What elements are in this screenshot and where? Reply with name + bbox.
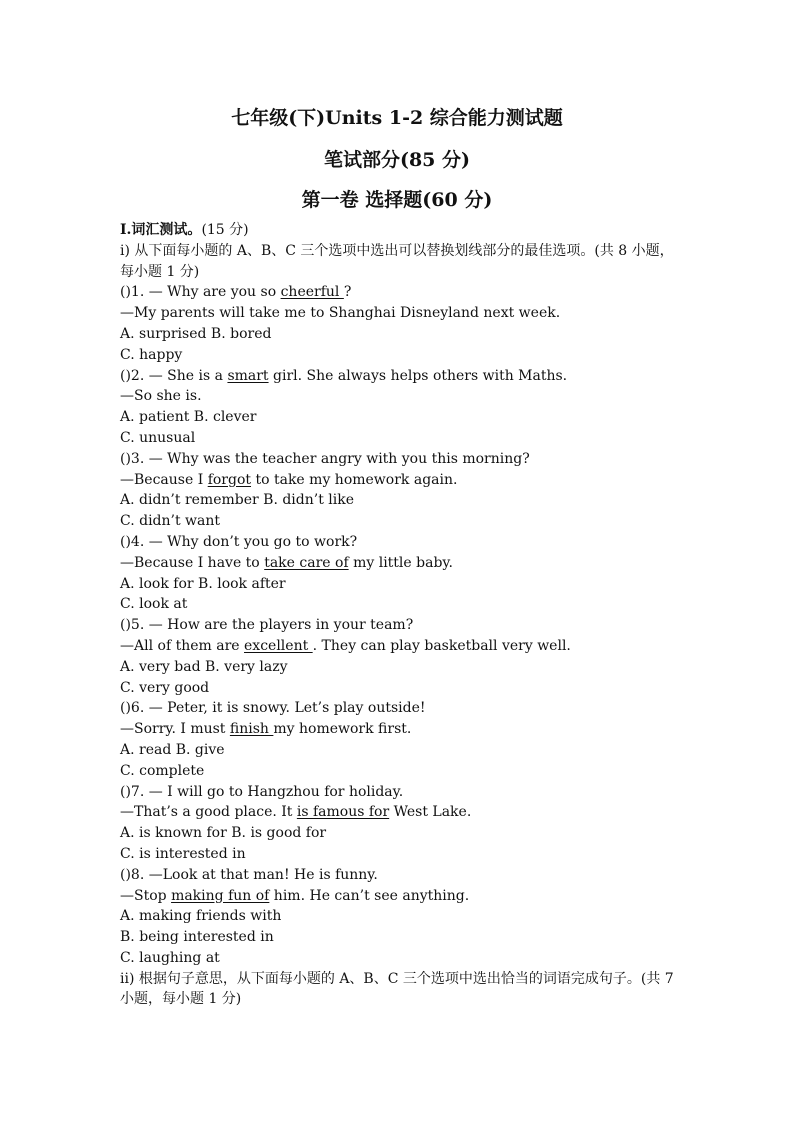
question-text: ()6. — Peter, it is snowy. Let’s play outside! bbox=[120, 700, 426, 717]
options-6-ab: A. read B. give bbox=[120, 741, 225, 758]
answer-7 bbox=[120, 802, 680, 823]
answer-4 bbox=[120, 553, 680, 574]
question-text: ()7. — I will go to Hangzhou for holiday. bbox=[120, 783, 404, 800]
answer-2 bbox=[120, 386, 680, 407]
underlined-word: is famous for bbox=[296, 804, 390, 821]
options-4-c: C. look at bbox=[120, 596, 188, 613]
question-text: girl. She always helps others with Maths. bbox=[268, 367, 568, 384]
question-text: ()1. — Why are you so bbox=[120, 284, 281, 301]
underlined-word: cheerful bbox=[280, 284, 344, 301]
underlined-word: smart bbox=[227, 367, 269, 384]
question-8 bbox=[120, 865, 680, 886]
underlined-word: take care of bbox=[264, 554, 349, 571]
answer-text: —All of them are bbox=[120, 637, 245, 654]
question-6 bbox=[120, 698, 680, 719]
question-text: ()8. —Look at that man! He is funny. bbox=[120, 866, 378, 883]
part-i-instruction: i) 从下面每小题的 A、B、C 三个选项中选出可以替换划线部分的最佳选项。(共 8 小题，每小题 1 分) bbox=[120, 242, 674, 280]
answer-text: —Because I have to bbox=[120, 554, 265, 571]
answer-5 bbox=[120, 636, 680, 657]
question-text: ()2. — She is a bbox=[120, 367, 228, 384]
question-text: ? bbox=[343, 284, 352, 301]
question-2 bbox=[120, 366, 680, 387]
part-ii-instruction: ii) 根据句子意思，从下面每小题的 A、B、C 三个选项中选出恰当的词语完成句子。(共 7 小题，每小题 1 分) bbox=[120, 970, 674, 1008]
answer-text: —That’s a good place. It bbox=[120, 804, 297, 821]
options-5-ab: A. very bad B. very lazy bbox=[120, 658, 288, 675]
options-8-a: A. making friends with bbox=[120, 908, 282, 925]
options-8-c: C. laughing at bbox=[120, 949, 220, 966]
options-1-ab: A. surprised B. bored bbox=[120, 325, 272, 342]
answer-text: my homework first. bbox=[273, 721, 412, 738]
question-text: ()3. — Why was the teacher angry with you this morning? bbox=[120, 450, 530, 467]
options-5-c: C. very good bbox=[120, 679, 210, 696]
answer-text: —Stop bbox=[120, 887, 172, 904]
options-1-c: C. happy bbox=[120, 346, 183, 363]
answer-text: —My parents will take me to Shanghai Disneyland next week. bbox=[120, 305, 561, 322]
answer-1 bbox=[120, 303, 680, 324]
answer-text: —Sorry. I must bbox=[120, 721, 230, 738]
underlined-word: forgot bbox=[207, 471, 252, 488]
section-heading-score: (15 分) bbox=[201, 222, 249, 238]
question-4 bbox=[120, 532, 680, 553]
question-3 bbox=[120, 449, 680, 470]
underlined-word: excellent bbox=[244, 637, 313, 654]
answer-8 bbox=[120, 886, 680, 907]
options-7-ab: A. is known for B. is good for bbox=[120, 825, 327, 842]
answer-text: —Because I bbox=[120, 471, 208, 488]
underlined-word: making fun of bbox=[171, 887, 270, 904]
answer-text: —So she is. bbox=[120, 388, 202, 405]
options-2-ab: A. patient B. clever bbox=[120, 409, 257, 426]
options-4-ab: A. look for B. look after bbox=[120, 575, 286, 592]
question-5 bbox=[120, 615, 680, 636]
section-vocabulary bbox=[120, 220, 680, 1010]
underlined-word: finish bbox=[229, 721, 274, 738]
document-subtitle: 笔试部分(85 分) bbox=[323, 149, 471, 171]
question-1 bbox=[120, 282, 680, 303]
answer-text: . They can play basketball very well. bbox=[312, 637, 571, 654]
answer-3 bbox=[120, 470, 680, 491]
document-title: 七年级(下)Units 1-2 综合能力测试题 bbox=[231, 107, 563, 129]
options-3-ab: A. didn’t remember B. didn’t like bbox=[120, 492, 355, 509]
section-heading bbox=[120, 220, 680, 241]
answer-6 bbox=[120, 719, 680, 740]
answer-text: my little baby. bbox=[348, 554, 453, 571]
answer-text: to take my homework again. bbox=[251, 471, 458, 488]
volume-heading: 第一卷 选择题(60 分) bbox=[301, 189, 493, 211]
options-2-c: C. unusual bbox=[120, 429, 196, 446]
section-heading-text: I.词汇测试。 bbox=[120, 222, 202, 238]
options-6-c: C. complete bbox=[120, 762, 205, 779]
question-text: ()5. — How are the players in your team? bbox=[120, 617, 414, 634]
options-8-b: B. being interested in bbox=[120, 929, 274, 946]
answer-text: West Lake. bbox=[389, 804, 472, 821]
options-7-c: C. is interested in bbox=[120, 845, 246, 862]
options-3-c: C. didn’t want bbox=[120, 513, 221, 530]
question-7 bbox=[120, 782, 680, 803]
answer-text: him. He can’t see anything. bbox=[269, 887, 470, 904]
question-text: ()4. — Why don’t you go to work? bbox=[120, 533, 358, 550]
